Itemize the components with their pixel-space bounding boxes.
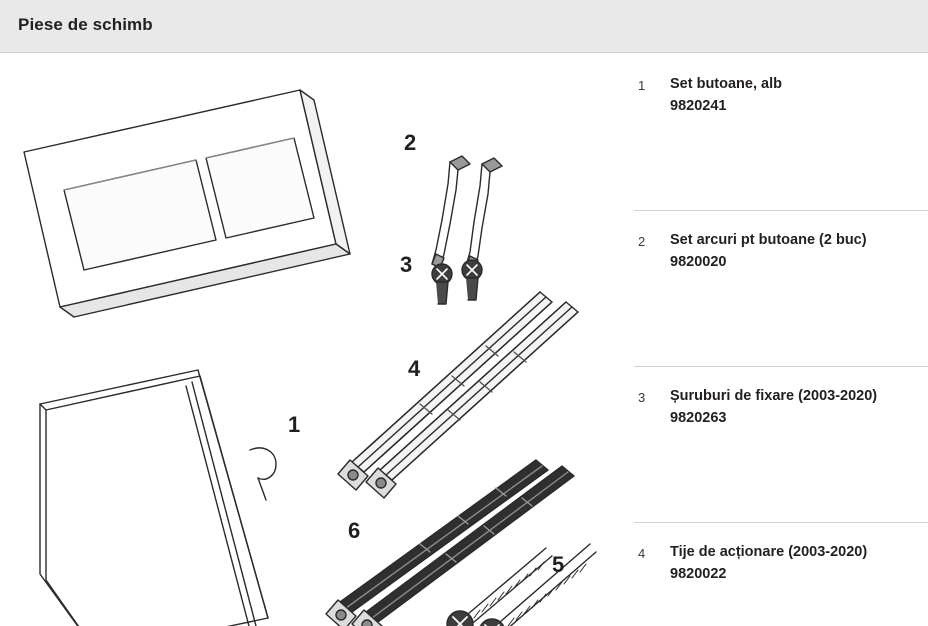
callout-1: 1 (288, 412, 301, 437)
part-number: 2 (638, 234, 646, 249)
part-number: 1 (638, 78, 646, 93)
spring-clips-part (432, 156, 502, 270)
callout-2: 2 (404, 130, 417, 155)
part-code: 9820022 (670, 566, 727, 582)
part-code: 9820241 (670, 98, 727, 114)
part-code: 9820263 (670, 410, 727, 426)
long-screws-part (447, 544, 596, 626)
list-divider (634, 522, 928, 523)
button-set-part (40, 370, 276, 626)
part-name: Tije de acționare (2003-2020) (670, 544, 868, 560)
part-name: Set arcuri pt butoane (2 buc) (670, 232, 867, 248)
list-divider (634, 366, 928, 367)
part-number: 3 (638, 390, 646, 405)
header-bar (0, 0, 928, 53)
callout-6: 6 (348, 518, 361, 543)
callout-3: 3 (400, 252, 413, 277)
parts-illustration (0, 52, 620, 626)
list-divider (634, 210, 928, 211)
exploded-view-drawing (0, 52, 620, 626)
part-name: Set butoane, alb (670, 76, 782, 92)
flush-plate-frame (24, 90, 350, 317)
page-title: Piese de schimb (18, 15, 153, 34)
fixing-screws-part (432, 260, 482, 304)
part-name: Șuruburi de fixare (2003-2020) (670, 388, 878, 404)
part-code: 9820020 (670, 254, 727, 270)
callout-4: 4 (408, 356, 421, 381)
part-number: 4 (638, 546, 646, 561)
parts-list (626, 60, 928, 620)
callout-5: 5 (552, 552, 565, 577)
